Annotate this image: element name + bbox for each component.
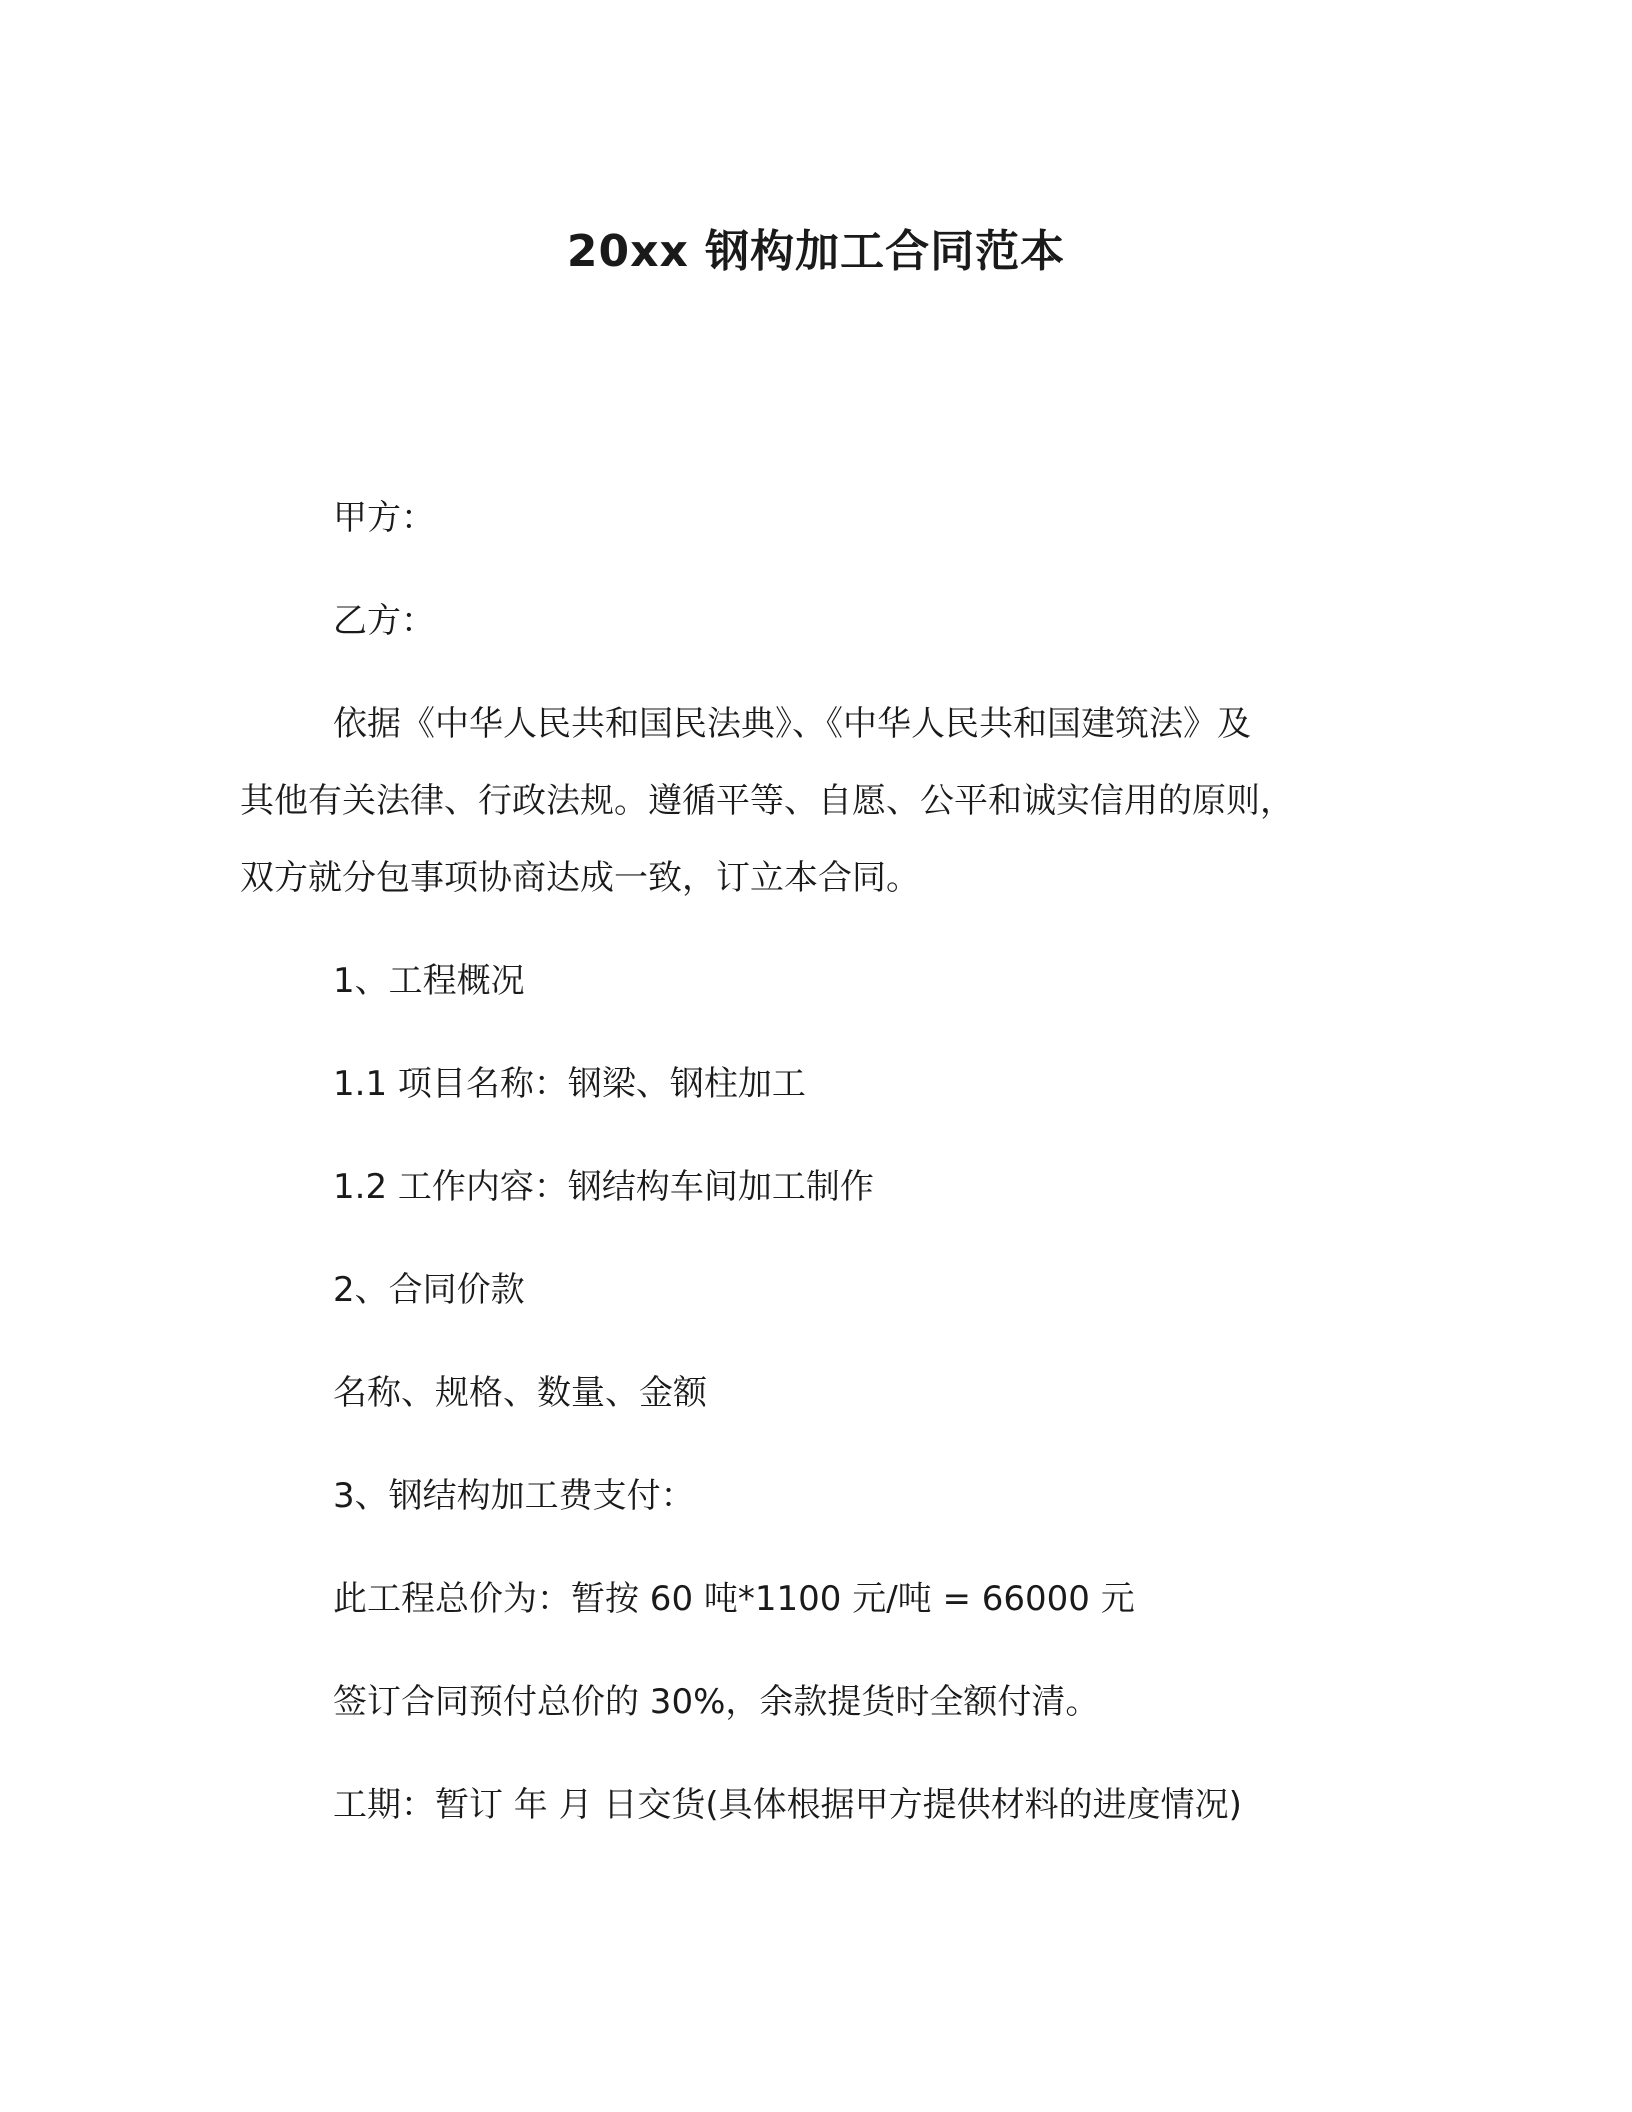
- total-price-line: 此工程总价为：暂按 60 吨*1100 元/吨 = 66000 元: [333, 1579, 1135, 1619]
- preamble-line-3: 双方就分包事项协商达成一致，订立本合同。: [240, 858, 920, 898]
- prepayment-line: 签订合同预付总价的 30%，余款提货时全额付清。: [333, 1682, 1100, 1722]
- section-heading-contract-price: 2、合同价款: [333, 1270, 525, 1310]
- section-heading-project-overview: 1、工程概况: [333, 961, 525, 1001]
- party-b-label: 乙方：: [333, 601, 435, 641]
- document-title: 20xx 钢构加工合同范本: [566, 226, 1066, 277]
- preamble-line-1: 依据《中华人民共和国民法典》、《中华人民共和国建筑法》及: [333, 704, 1251, 744]
- schedule-line: 工期：暂订 年 月 日交货(具体根据甲方提供材料的进度情况): [333, 1785, 1242, 1825]
- price-items-line: 名称、规格、数量、金额: [333, 1373, 707, 1413]
- party-a-label: 甲方：: [333, 498, 435, 538]
- project-name-line: 1.1 项目名称：钢梁、钢柱加工: [333, 1064, 806, 1104]
- preamble-line-2: 其他有关法律、行政法规。遵循平等、自愿、公平和诚实信用的原则，: [240, 781, 1294, 821]
- section-heading-payment: 3、钢结构加工费支付：: [333, 1476, 695, 1516]
- work-content-line: 1.2 工作内容：钢结构车间加工制作: [333, 1167, 874, 1207]
